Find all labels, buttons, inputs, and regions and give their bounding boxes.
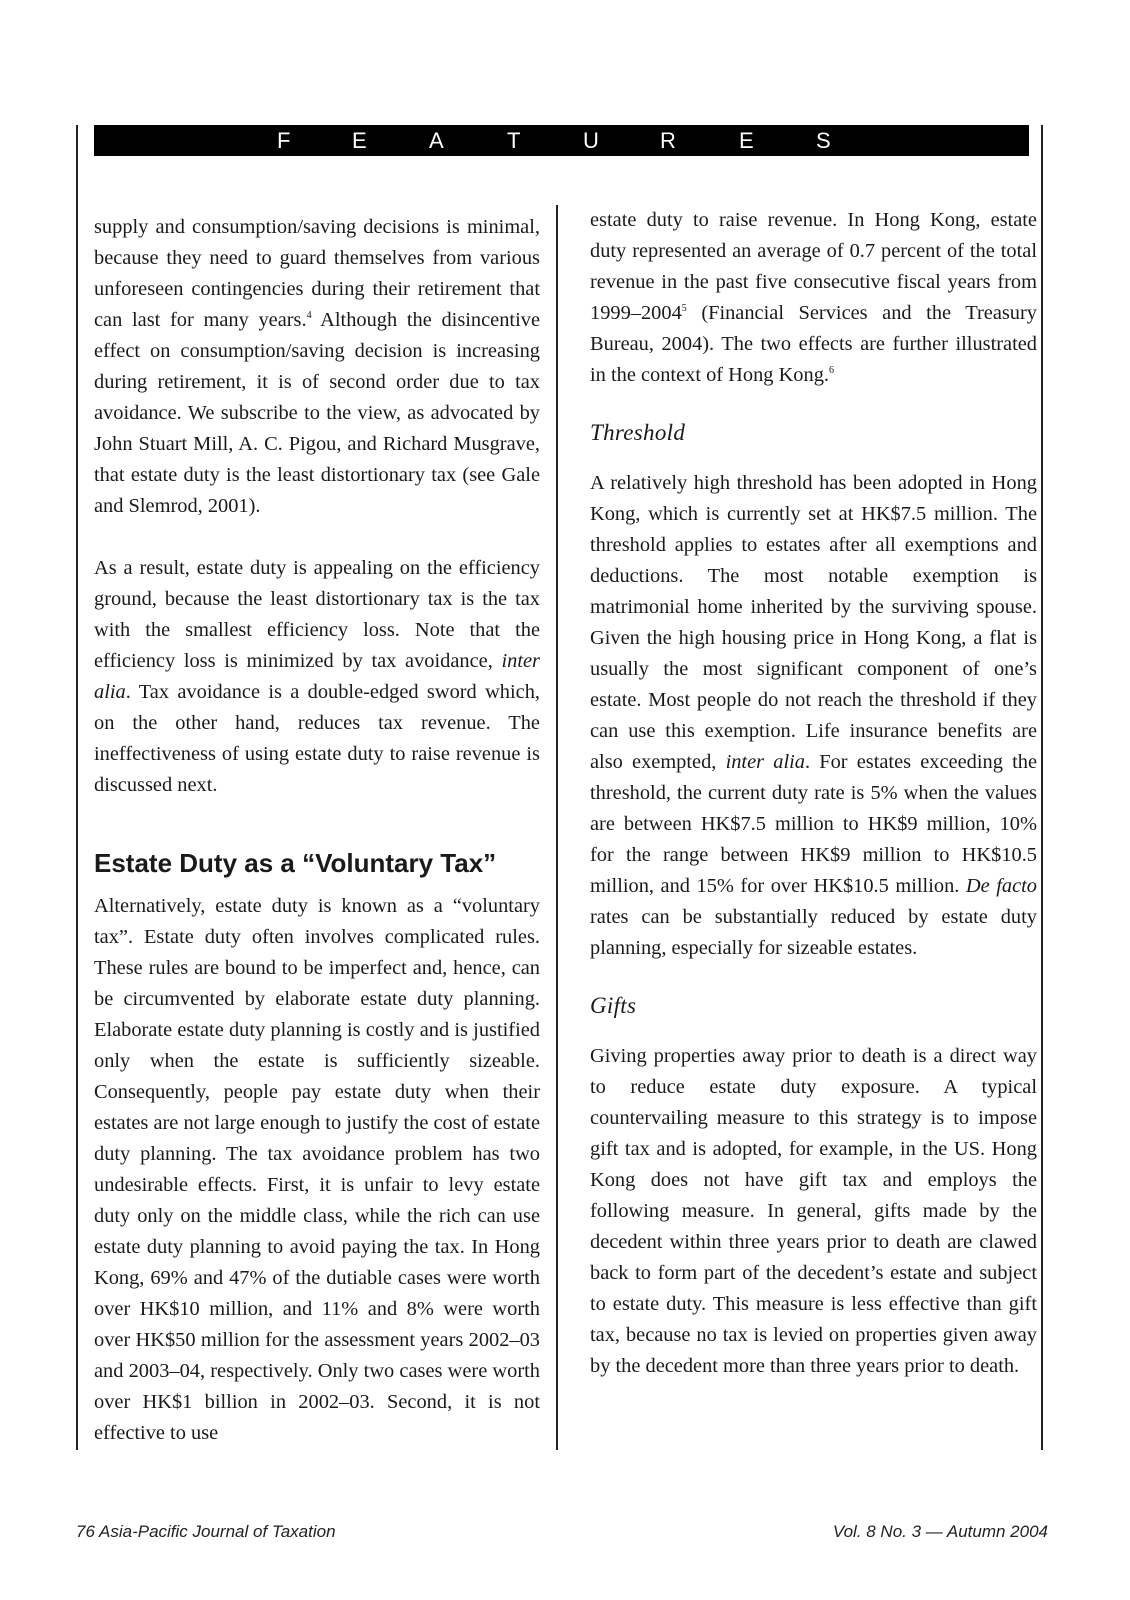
- footnote-ref[interactable]: 6: [828, 365, 834, 376]
- body-paragraph: estate duty to raise revenue. In Hong Kong, estate duty represented an average of 0.7 percent of the total revenue in the past five consecutive fiscal years from 1999–2004$^5$ (Financial Services and the Treasury Bureau, 2004). The two effects are further illustrated in the context of Hong Kong.$^6$: [590, 209, 1037, 386]
- banner-letter: E: [352, 128, 367, 153]
- left-margin-rule: [76, 125, 78, 1450]
- banner-letter: E: [739, 128, 754, 153]
- footnote-ref[interactable]: 4: [306, 310, 312, 321]
- subheading-threshold: Threshold: [590, 420, 686, 445]
- body-paragraph: supply and consumption/saving decisions is minimal, because they need to guard themselves from various unforeseen contingencies during their retirement that can last for many years.$^4$ Although the disincentive effect on consumption/saving decision is increasing during retirement, it is of second order due to tax avoidance. We subscribe to the view, as advocated by John Stuart Mill, A. C. Pigou, and Richard Musgrave, that estate duty is the least distortionary tax (see Gale and Slemrod, 2001).: [94, 216, 540, 517]
- banner-letter: U: [583, 128, 599, 153]
- banner-letter: F: [277, 128, 291, 153]
- left-column: [94, 212, 540, 1449]
- banner-letter: T: [507, 128, 521, 153]
- banner-letter: A: [429, 128, 444, 153]
- subheading-gifts: Gifts: [590, 993, 637, 1018]
- footnote-ref[interactable]: 5: [681, 303, 687, 314]
- section-heading: Estate Duty as a “Voluntary Tax”: [94, 848, 497, 878]
- right-column: [590, 205, 1037, 1382]
- banner-letter: R: [660, 128, 676, 153]
- banner-letter: S: [816, 128, 831, 153]
- body-paragraph: As a result, estate duty is appealing on the efficiency ground, because the least distortionary tax is the tax with the smallest efficiency loss. Note that the efficiency loss is minimized by tax avoidance, inter alia. Tax avoidance is a double-edged sword which, on the other hand, reduces tax revenue. The ineffectiveness of using estate duty to raise revenue is discussed next.: [94, 557, 540, 796]
- column-divider-rule: [556, 205, 558, 1450]
- features-banner: [94, 125, 1029, 156]
- body-paragraph: A relatively high threshold has been adopted in Hong Kong, which is currently set at HK$7.5 million. The threshold applies to estates after all exemptions and deductions. The most notable exemption is matrimonial home inherited by the surviving spouse. Given the high housing price in Hong Kong, a flat is usually the most significant component of one’s estate. Most people do not reach the threshold if they can use this exemption. Life insurance benefits are also exempted, inter alia. For estates exceeding the threshold, the current duty rate is 5% when the values are between HK$7.5 million to HK$9 million, 10% for the range between HK$9 million to HK$10.5 million, and 15% for over HK$10.5 million. De facto rates can be substantially reduced by estate duty planning, especially for sizeable estates.: [590, 472, 1037, 959]
- body-paragraph: Alternatively, estate duty is known as a “voluntary tax”. Estate duty often involves complicated rules. These rules are bound to be imperfect and, hence, can be circumvented by elaborate estate duty planning. Elaborate estate duty planning is costly and is justified only when the estate is sufficiently sizeable. Consequently, people pay estate duty when their estates are not large enough to justify the cost of estate duty planning. The tax avoidance problem has two undesirable effects. First, it is unfair to levy estate duty only on the middle class, while the rich can use estate duty planning to avoid paying the tax. In Hong Kong, 69% and 47% of the dutiable cases were worth over HK$10 million, and 11% and 8% were worth over HK$50 million for the assessment years 2002–03 and 2003–04, respectively. Only two cases were worth over HK$1 billion in 2002–03. Second, it is not effective to use: [94, 895, 540, 1444]
- footer-issue-info: Vol. 8 No. 3 — Autumn 2004: [832, 1522, 1048, 1541]
- footer-page-info: 76 Asia-Pacific Journal of Taxation: [76, 1522, 336, 1541]
- body-paragraph: Giving properties away prior to death is a direct way to reduce estate duty exposure. A typical countervailing measure to this strategy is to impose gift tax and is adopted, for example, in the US. Hong Kong does not have gift tax and employs the following measure. In general, gifts made by the decedent within three years prior to death are clawed back to form part of the decedent’s estate and subject to estate duty. This measure is less effective than gift tax, because no tax is levied on properties given away by the decedent more than three years prior to death.: [590, 1045, 1037, 1377]
- right-margin-rule: [1041, 125, 1043, 1450]
